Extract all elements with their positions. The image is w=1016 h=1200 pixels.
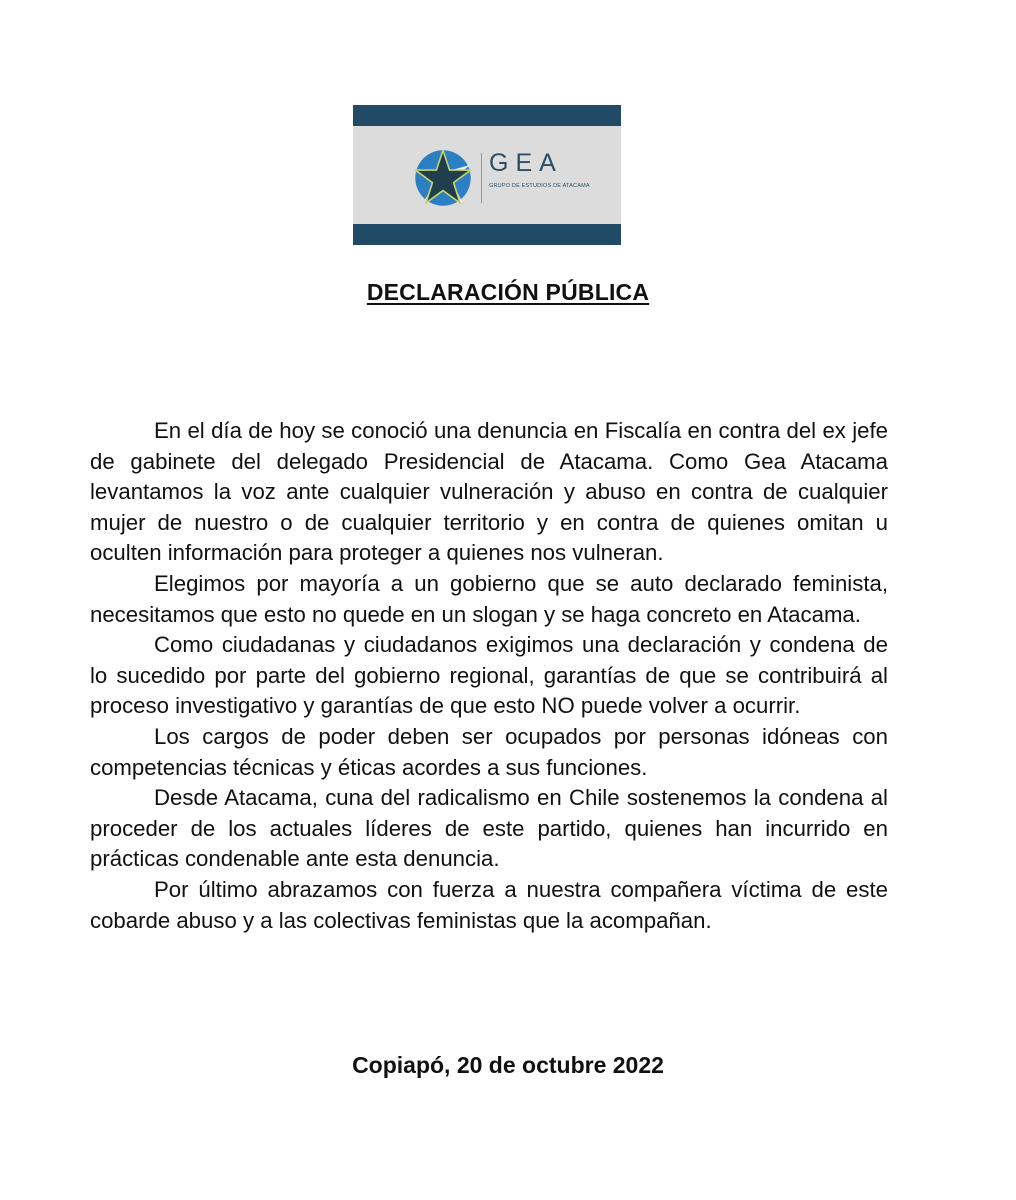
paragraph: En el día de hoy se conoció una denuncia en Fiscalía en contra del ex jefe de gabinete del delegado Presidencial de Atacama. Como Gea Atacama levantamos la voz ante cualquier vulneración y abuso en contra de cualquier mujer de nuestro o de cualquier territorio y en contra de quienes omitan u oculten información para proteger a quienes nos vulneran. [90, 418, 888, 566]
logo-bottom-stripe [353, 224, 621, 245]
gea-logo [353, 105, 621, 245]
logo-wordmark: GEA [489, 149, 563, 177]
logo-divider [481, 153, 482, 203]
star-emblem-icon [410, 145, 476, 211]
paragraph: Elegimos por mayoría a un gobierno que se auto declarado feminista, necesitamos que esto no quede en un slogan y se haga concreto en Atacama. [90, 570, 888, 627]
logo-subtitle: GRUPO DE ESTUDIOS DE ATACAMA [489, 183, 590, 189]
paragraph: Los cargos de poder deben ser ocupados por personas idóneas con competencias técnicas y éticas acordes a sus funciones. [90, 723, 888, 780]
paragraph: Como ciudadanas y ciudadanos exigimos una declaración y condena de lo sucedido por parte del gobierno regional, garantías de que se contribuirá al proceso investigativo y garantías de que esto NO puede volver a ocurrir. [90, 632, 888, 719]
document-body [90, 416, 888, 936]
document-title: DECLARACIÓN PÚBLICA [366, 279, 650, 305]
paragraph: Por último abrazamos con fuerza a nuestra compañera víctima de este cobarde abuso y a las colectivas feministas que la acompañan. [90, 876, 888, 933]
place-date-signoff: Copiapó, 20 de octubre 2022 [352, 1052, 664, 1078]
logo-top-stripe [353, 105, 621, 126]
paragraph: Desde Atacama, cuna del radicalismo en Chile sostenemos la condena al proceder de los actuales líderes de este partido, quienes han incurrido en prácticas condenable ante esta denuncia. [90, 785, 888, 872]
